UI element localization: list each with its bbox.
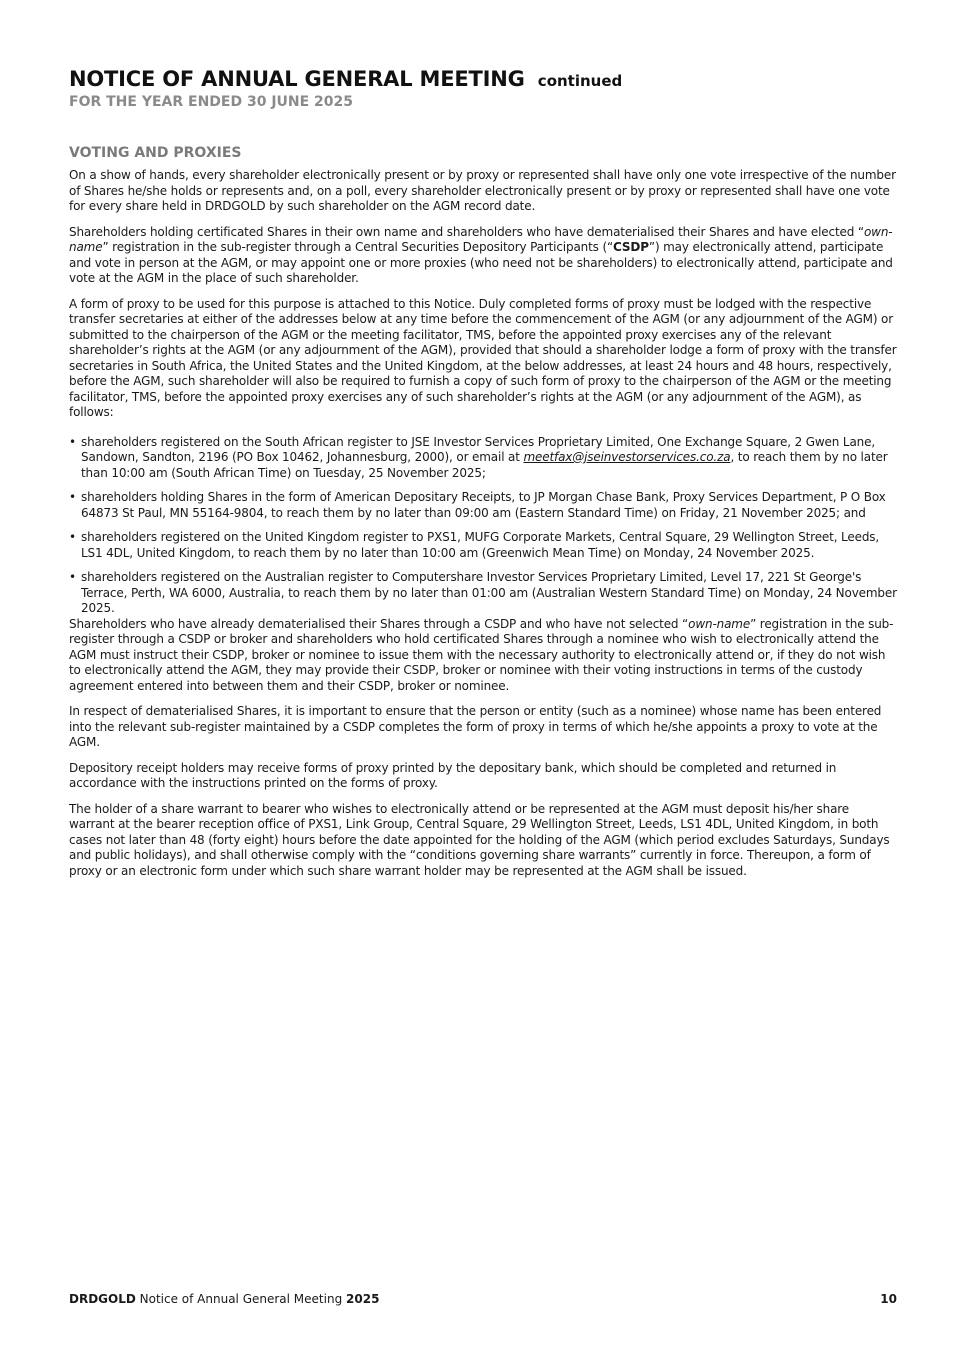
paragraph-text: ” registration in the sub-register through a CSDP or broker and shareholders who hold certificated Shares through a nominee who wish to electronically attend the AGM must instruct their CSDP, broker or nominee to issue them with the necessary authority to electronically attend or, if they do not wish to electronically attend the AGM, they may provide their CSDP, broker or nominee with their voting instructions in terms of the custody agreement entered into between them and their CSDP, broker or nominee.: [69, 616, 894, 693]
page-title-text: NOTICE OF ANNUAL GENERAL MEETING: [69, 67, 525, 91]
paragraph-text: ”) may electronically attend, participate and vote in person at the AGM, or may appoint one or more proxies (who need not be shareholders) to electronically attend, participate and vote at the AGM in the place of such shareholder.: [69, 240, 893, 285]
list-item-text: shareholders registered on the United Kingdom register to PXS1, MUFG Corporate Markets, Central Square, 29 Wellington Street, Leeds, LS1 4DL, United Kingdom, to reach them by no later than 10:00 am (Greenwich Mean Time) on Monday, 24 November 2025.: [81, 530, 880, 560]
footer-company: DRDGOLD: [69, 1292, 136, 1306]
paragraph-share-warrant: The holder of a share warrant to bearer who wishes to electronically attend or be represented at the AGM must deposit his/her share warrant at the bearer reception office of PXS1, Link Group, Central Square, 29 Wellington Street, Leeds, LS1 4DL, United Kingdom, in both cases not later than 48 (forty eight) hours before the date appointed for the holding of the AGM (which period excludes Saturdays, Sundays and public holidays), and shall otherwise comply with the “conditions governing share warrants” currently in force. Thereupon, a form of proxy or an electronic form under which such share warrant holder may be represented at the AGM shall be issued.: [69, 801, 890, 878]
page-number: 10: [880, 1292, 897, 1306]
paragraph-certificated-shares: [69, 225, 897, 287]
paragraph-dematerialised-csdp: [69, 617, 897, 695]
csdp-term: CSDP: [613, 240, 649, 254]
bullet-icon: •: [69, 490, 76, 504]
paragraph-depository-receipt: Depository receipt holders may receive forms of proxy printed by the depositary bank, which should be completed and returned in accordance with the instructions printed on the forms of proxy.: [69, 760, 837, 790]
paragraph-text: ” registration in the sub-register through a Central Securities Depository Participants (“: [102, 240, 614, 254]
page-footer: [69, 1291, 897, 1307]
list-item-text: shareholders registered on the South African register to JSE Investor Services Proprietary Limited, One Exchange Square, 2 Gwen Lane, Sandown, Sandton, 2196 (PO Box 10462, Johannesburg, 2000), or email at: [81, 434, 875, 464]
list-item-text: , to reach them by no later than 10:00 am (South African Time) on Tuesday, 25 November 2025;: [81, 450, 888, 480]
paragraph-text: Shareholders who have already dematerialised their Shares through a CSDP and who have not selected “: [69, 616, 689, 631]
transfer-secretaries-list: [69, 435, 897, 617]
page-subtitle: FOR THE YEAR ENDED 30 JUNE 2025: [69, 94, 354, 110]
bullet-icon: •: [69, 530, 76, 544]
footer-year: 2025: [346, 1292, 380, 1306]
bullet-icon: •: [69, 570, 76, 584]
own-name-term: own-name: [69, 224, 893, 254]
document-page: [69, 62, 897, 889]
own-name-term: own-name: [688, 616, 751, 631]
paragraph-show-of-hands: On a show of hands, every shareholder electronically present or by proxy or represented shall have only one vote irrespective of the number of Shares he/she holds or represents and, on a poll, every shareholder electronically present or by proxy or represented shall have one vote for every share held in DRDGOLD by such shareholder on the AGM record date.: [69, 168, 896, 213]
footer-doc-title: Notice of Annual General Meeting: [135, 1292, 347, 1306]
page-title: [69, 62, 897, 94]
paragraph-text: Shareholders holding certificated Shares in their own name and shareholders who have dematerialised their Shares and have elected “: [69, 224, 864, 239]
list-item-adr: [69, 490, 897, 521]
paragraph-form-of-proxy: A form of proxy to be used for this purpose is attached to this Notice. Duly completed forms of proxy must be lodged with the respective transfer secretaries at either of the addresses below at any time before the commencement of the AGM (or any adjournment of the AGM) or submitted to the chairperson of the AGM or the meeting facilitator, TMS, before the appointed proxy exercises any of the relevant shareholder’s rights at the AGM (or any adjournment of the AGM), provided that should a shareholder lodge a form of proxy with the transfer secretaries in South Africa, the United States and the United Kingdom, at the below addresses, at least 24 hours and 48 hours, respectively, before the AGM, such shareholder will also be required to furnish a copy of such form of proxy to the chairperson of the AGM or the meeting facilitator, TMS, before the appointed proxy exercises any of such shareholder’s rights at the AGM (or any adjournment of the AGM), as follows:: [69, 296, 897, 419]
paragraph-nominee: In respect of dematerialised Shares, it is important to ensure that the person or entity (such as a nominee) whose name has been entered into the relevant sub-register maintained by a CSDP completes the form of proxy in terms of which he/she appoints a proxy to vote at the AGM.: [69, 704, 882, 749]
list-item-south-africa: [69, 435, 897, 482]
email-link[interactable]: meetfax@jseinvestorservices.co.za: [523, 450, 731, 464]
page-title-continued: continued: [537, 72, 623, 90]
bullet-icon: •: [69, 434, 76, 449]
list-item-united-kingdom: [69, 530, 897, 561]
section-heading: VOTING AND PROXIES: [69, 145, 242, 161]
list-item-australia: [69, 570, 897, 617]
list-item-text: shareholders registered on the Australian register to Computershare Investor Services Proprietary Limited, Level 17, 221 St George's Terrace, Perth, WA 6000, Australia, to reach them by no later than 01:00 am (Australian Western Standard Time) on Monday, 24 November 2025.: [81, 570, 897, 615]
list-item-text: shareholders holding Shares in the form of American Depositary Receipts, to JP Morgan Chase Bank, Proxy Services Department, P O Box 64873 St Paul, MN 55164-9804, to reach them by no later than 09:00 am (Eastern Standard Time) on Friday, 21 November 2025; and: [81, 490, 886, 520]
